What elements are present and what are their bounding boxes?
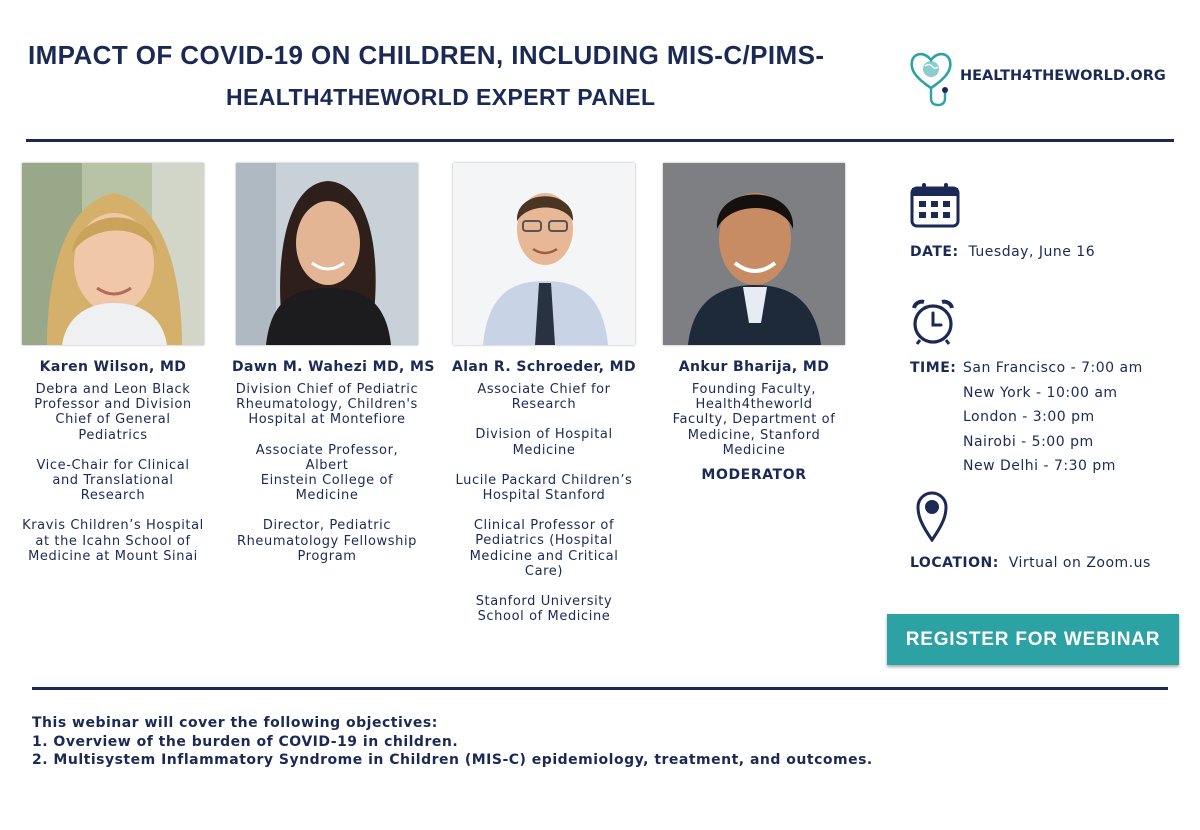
date-value: Tuesday, June 16 xyxy=(968,244,1096,260)
speaker-detail: Vice-Chair for Clinical xyxy=(36,457,190,473)
speaker-detail: at the Icahn School of xyxy=(35,533,191,549)
speaker-detail: Pediatrics (Hospital xyxy=(475,533,613,549)
speaker-detail: Hospital at Montefiore xyxy=(248,412,406,428)
objective-item: 2. Multisystem Inflammatory Syndrome in Children (MIS-C) epidemiology, treatment, and outcomes. xyxy=(32,752,873,768)
event-location xyxy=(910,555,1151,571)
speaker-detail: Einstein College of xyxy=(260,473,394,489)
bottom-divider xyxy=(32,687,1168,690)
objective-item: 1. Overview of the burden of COVID-19 in children. xyxy=(32,733,459,750)
brand[interactable] xyxy=(908,48,1168,110)
time-label: TIME: xyxy=(910,360,957,376)
speaker-detail: and Translational xyxy=(52,473,174,489)
speaker-name: Dawn M. Wahezi MD, MS xyxy=(232,359,435,375)
time-entry: San Francisco - 7:00 am xyxy=(963,360,1143,376)
alarm-clock-icon xyxy=(910,298,956,346)
speaker-detail: Associate Chief for xyxy=(477,382,611,397)
speaker-detail: Faculty, Department of xyxy=(672,412,836,428)
speaker-detail: Debra and Leon Black xyxy=(35,382,191,397)
brand-link[interactable]: HEALTH4THEWORLD.ORG xyxy=(960,68,1166,84)
calendar-icon xyxy=(910,182,960,228)
speaker-detail: Research xyxy=(80,488,146,504)
event-time-label xyxy=(910,360,956,376)
time-entry: London - 3:00 pm xyxy=(963,409,1095,425)
speaker-detail: Chief of General xyxy=(55,412,171,428)
speaker-detail: School of Medicine xyxy=(477,609,611,625)
speaker-name: Karen Wilson, MD xyxy=(39,359,187,375)
speaker-detail: Director, Pediatric xyxy=(262,518,392,534)
speaker-card xyxy=(18,163,208,564)
speaker-detail: Health4theworld xyxy=(695,397,813,413)
speaker-photo xyxy=(22,163,204,345)
speaker-detail: Medicine xyxy=(512,442,576,458)
time-list xyxy=(963,360,1143,483)
speaker-card xyxy=(449,163,639,624)
speaker-detail: Rheumatology Fellowship xyxy=(236,533,418,549)
speaker-detail: Kravis Children’s Hospital xyxy=(22,518,204,534)
speaker-detail: Medicine xyxy=(295,488,359,504)
speaker-detail: Research xyxy=(511,397,577,413)
speaker-photo xyxy=(453,163,635,345)
time-entry: New Delhi - 7:30 pm xyxy=(963,458,1116,474)
speaker-detail: Division of Hospital xyxy=(475,427,613,443)
time-entry: Nairobi - 5:00 pm xyxy=(963,433,1094,450)
page-subtitle: HEALTH4THEWORLD EXPERT PANEL xyxy=(226,84,656,110)
speaker-detail: Hospital Stanford xyxy=(482,488,606,504)
speaker-name: Alan R. Schroeder, MD xyxy=(451,359,637,375)
speaker-detail: Medicine and Critical xyxy=(469,548,619,564)
speaker-detail: Clinical Professor of xyxy=(473,518,615,534)
speaker-detail: Program xyxy=(297,548,357,564)
location-value: Virtual on Zoom.us xyxy=(1008,555,1151,571)
location-pin-icon xyxy=(915,490,949,542)
register-button[interactable]: REGISTER FOR WEBINAR xyxy=(887,614,1179,665)
speaker-detail: Medicine at Mount Sinai xyxy=(28,548,198,564)
top-divider xyxy=(26,139,1174,142)
speaker-detail: Lucile Packard Children’s xyxy=(455,472,633,488)
event-date xyxy=(910,244,1095,260)
speaker-card xyxy=(659,163,849,483)
speaker-detail: Care) xyxy=(524,563,564,579)
location-label: LOCATION: xyxy=(910,555,999,571)
speaker-detail: Rheumatology, Children's xyxy=(236,397,418,413)
speaker-detail: Stanford University xyxy=(475,594,613,610)
speaker-detail: Pediatrics xyxy=(78,427,148,443)
page-title: IMPACT OF COVID-19 ON CHILDREN, INCLUDING MIS-C/PIMS- xyxy=(28,40,825,70)
speaker-detail: Division Chief of Pediatric xyxy=(235,382,419,397)
speaker-name: Ankur Bharija, MD xyxy=(678,359,830,375)
speaker-card xyxy=(232,163,435,564)
objectives-intro: This webinar will cover the following objectives: xyxy=(32,715,438,731)
speaker-detail: Associate Professor, Albert xyxy=(255,442,399,473)
objectives xyxy=(32,715,873,771)
speaker-detail: Professor and Division xyxy=(34,397,192,413)
date-label: DATE: xyxy=(910,244,959,260)
speaker-detail: Medicine xyxy=(722,442,786,458)
speaker-detail: Medicine, Stanford xyxy=(687,427,821,443)
moderator-label: MODERATOR xyxy=(701,467,807,484)
speaker-detail: Founding Faculty, xyxy=(691,382,817,397)
speaker-photo xyxy=(663,163,845,345)
heart-stethoscope-logo-icon xyxy=(908,48,954,108)
time-entry: New York - 10:00 am xyxy=(963,384,1118,401)
speaker-photo xyxy=(236,163,418,345)
